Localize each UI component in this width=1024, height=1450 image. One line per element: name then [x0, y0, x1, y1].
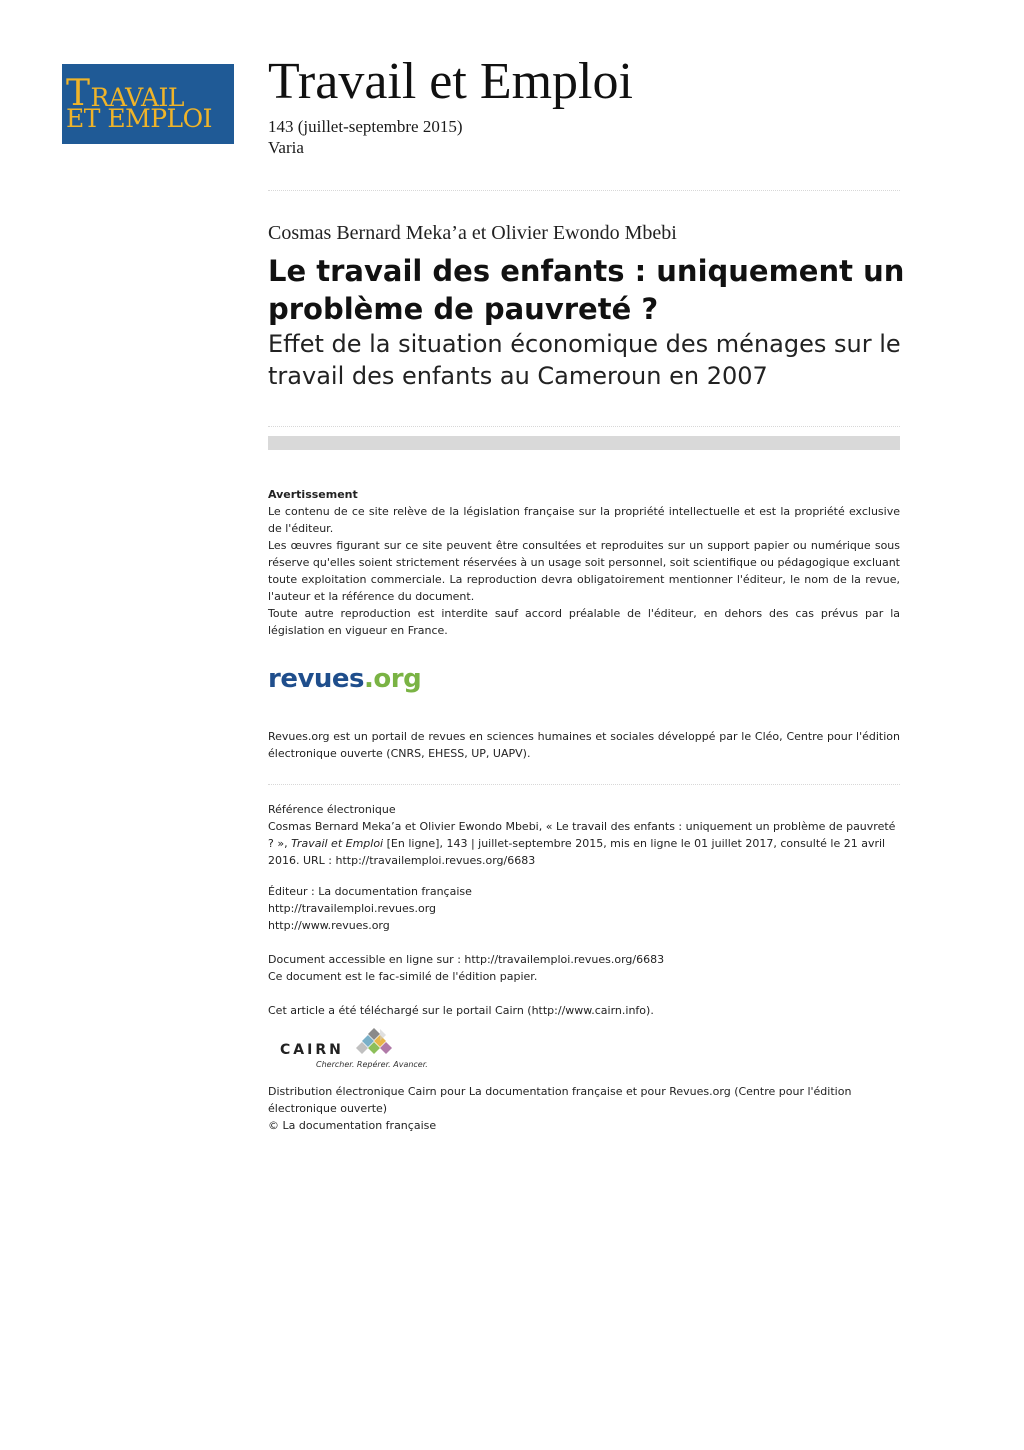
cairn-diamonds-icon	[356, 1026, 404, 1060]
notice-paragraph: Le contenu de ce site relève de la législation française sur la propriété intellectuelle et est la propriété exclusive de l'éditeur.	[268, 505, 900, 535]
cairn-logo	[278, 1026, 448, 1074]
logo-word-1: RAVAIL	[90, 83, 185, 113]
electronic-reference	[268, 801, 900, 869]
access-line: Ce document est le fac-similé de l'édition papier.	[268, 970, 538, 983]
divider	[268, 426, 900, 427]
issue-line: 143 (juillet-septembre 2015)	[268, 117, 463, 136]
citation-text: Cosmas Bernard Meka’a et Olivier Ewondo Mbebi, « Le travail des enfants : uniquement un problème de pauvreté ? »,	[268, 820, 896, 850]
logo-line-2: ET EMPLOI	[66, 104, 213, 134]
download-info	[268, 1002, 900, 1019]
notice-heading: Avertissement	[268, 488, 358, 501]
distribution-line: Distribution électronique Cairn pour La documentation française et pour Revues.org (Centre pour l'édition électronique ouverte)	[268, 1085, 852, 1115]
article-title: Le travail des enfants : uniquement un problème de pauvreté ?	[268, 254, 905, 326]
separator-bar	[268, 436, 900, 450]
citation-journal: Travail et Emploi	[291, 837, 384, 850]
citation-text: [En ligne], 143 | juillet-septembre 2015, mis en ligne le 01 juillet 2017, consulté le 21 avril 2016. URL : http://travailemploi.revues.org/6683	[268, 837, 886, 867]
copyright-line: © La documentation française	[268, 1119, 437, 1132]
editor-link[interactable]: http://www.revues.org	[268, 919, 390, 932]
access-info	[268, 951, 900, 985]
divider	[268, 784, 900, 785]
cairn-wordmark: CAIRN	[280, 1042, 344, 1058]
reference-citation	[268, 818, 900, 869]
journal-title: Travail et Emploi	[268, 53, 633, 110]
revues-logo-part1: revues	[268, 664, 365, 694]
cairn-tagline: Chercher. Repérer. Avancer.	[316, 1060, 428, 1069]
copyright-notice	[268, 486, 900, 639]
download-line: Cet article a été téléchargé sur le portail Cairn (http://www.cairn.info).	[268, 1004, 654, 1017]
revues-org-logo	[268, 664, 421, 694]
distribution-info	[268, 1083, 900, 1134]
notice-paragraph: Les œuvres figurant sur ce site peuvent être consultées et reproduites sur un support papier ou numérique sous réserve qu'elles soient strictement réservées à un usage soit personnel, soit scientifique ou pédagogique excluant toute exploitation commerciale. La reproduction devra obligatoirement mentionner l'éditeur, le nom de la revue, l'auteur et la référence du document.	[268, 539, 900, 603]
revues-logo-part2: .org	[364, 664, 422, 694]
notice-paragraph: Toute autre reproduction est interdite sauf accord préalable de l'éditeur, en dehors des cas prévus par la législation en vigueur en France.	[268, 607, 900, 637]
access-line: Document accessible en ligne sur : http://travailemploi.revues.org/6683	[268, 953, 665, 966]
editor-line: Éditeur : La documentation française	[268, 885, 472, 898]
journal-logo	[62, 64, 234, 144]
editor-link[interactable]: http://travailemploi.revues.org	[268, 902, 437, 915]
article-authors: Cosmas Bernard Meka’a et Olivier Ewondo Mbebi	[268, 222, 677, 244]
reference-heading: Référence électronique	[268, 803, 396, 816]
portal-description: Revues.org est un portail de revues en sciences humaines et sociales développé par le Cléo, Centre pour l'édition électronique ouverte (CNRS, EHESS, UP, UAPV).	[268, 730, 900, 760]
logo-initial: T	[66, 73, 90, 114]
divider	[268, 190, 900, 191]
section-line: Varia	[268, 138, 304, 157]
article-subtitle: Effet de la situation économique des ménages sur le travail des enfants au Cameroun en 2007	[268, 330, 901, 390]
editor-info	[268, 883, 900, 934]
